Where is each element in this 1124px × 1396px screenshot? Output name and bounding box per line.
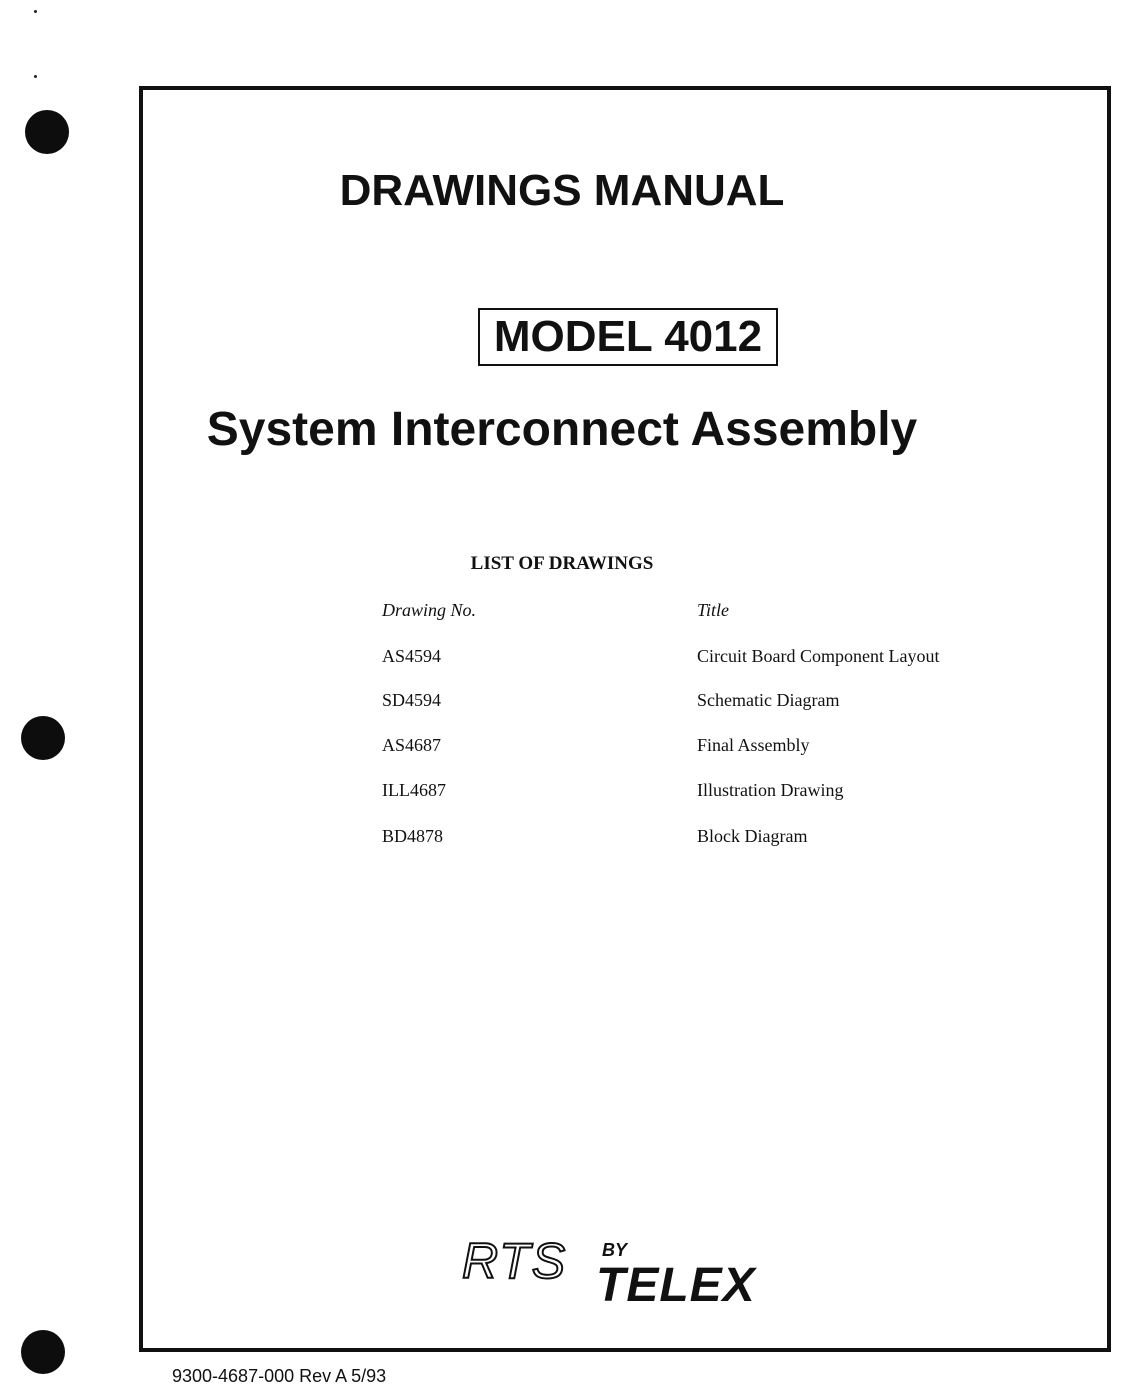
- document-number: 9300-4687-000 Rev A 5/93: [172, 1366, 387, 1386]
- drawing-list-row: [0, 780, 1124, 804]
- scan-speck: [34, 75, 37, 78]
- drawing-number: AS4687: [382, 735, 442, 755]
- drawing-number: ILL4687: [382, 780, 446, 800]
- drawing-list-row: [0, 735, 1124, 759]
- page-border: [139, 86, 1111, 1352]
- model-number-box: [478, 308, 778, 366]
- drawing-number: AS4594: [382, 646, 442, 666]
- drawing-title: Final Assembly: [697, 735, 810, 755]
- drawing-title: Illustration Drawing: [697, 780, 844, 800]
- drawing-number: BD4878: [382, 826, 444, 846]
- assembly-title: System Interconnect Assembly: [206, 403, 918, 456]
- drawing-list-row: [0, 690, 1124, 714]
- drawing-number: SD4594: [382, 690, 442, 710]
- manual-title: DRAWINGS MANUAL: [339, 166, 785, 215]
- drawing-list-row: [0, 646, 1124, 670]
- logo-rts-text: RTS: [462, 1233, 568, 1289]
- logo-by-text: BY: [602, 1240, 628, 1260]
- column-header-drawing-number: Drawing No.: [382, 600, 477, 620]
- list-of-drawings-heading: LIST OF DRAWINGS: [470, 553, 654, 574]
- scan-speck: [34, 10, 37, 13]
- column-header-title: Title: [697, 600, 730, 620]
- drawing-title: Circuit Board Component Layout: [697, 646, 940, 666]
- punch-hole-top: [25, 110, 69, 154]
- punch-hole-bottom: [21, 1330, 65, 1374]
- drawing-title: Block Diagram: [697, 826, 808, 846]
- model-number: MODEL 4012: [493, 312, 763, 361]
- drawing-title: Schematic Diagram: [697, 690, 840, 710]
- logo-telex-text: TELEX: [596, 1259, 756, 1312]
- rts-telex-logo: [462, 1233, 802, 1316]
- drawing-list-row: [0, 826, 1124, 850]
